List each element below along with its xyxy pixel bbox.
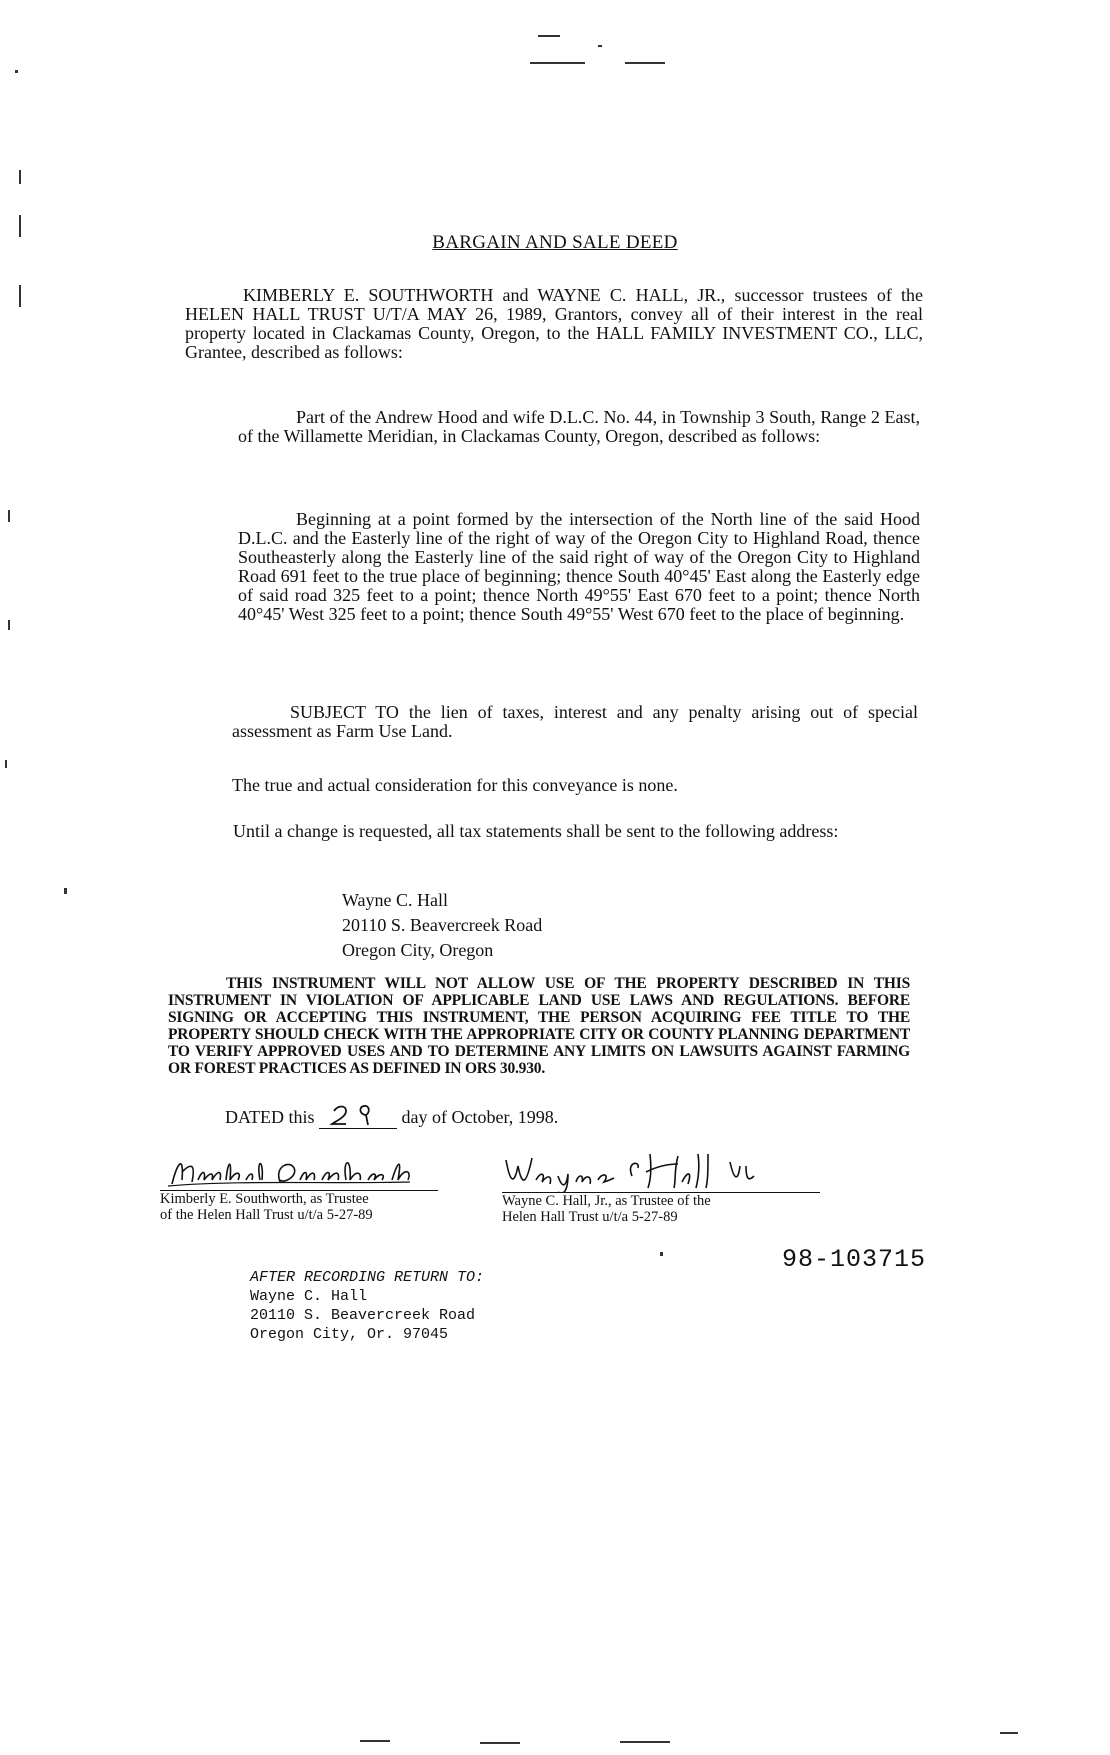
tax-statement-paragraph: Until a change is requested, all tax statements shall be sent to the following address: bbox=[233, 821, 839, 841]
consideration-paragraph: The true and actual consideration for this conveyance is none. bbox=[232, 775, 678, 795]
signature-block-hall bbox=[502, 1152, 820, 1225]
return-to-street: 20110 S. Beavercreek Road bbox=[250, 1307, 476, 1324]
signature-southworth bbox=[160, 1150, 438, 1190]
signature-block-southworth bbox=[160, 1150, 438, 1223]
dated-suffix: day of October, 1998. bbox=[401, 1107, 559, 1127]
subject-to-paragraph: SUBJECT TO the lien of taxes, interest and any penalty arising out of special assessment as Farm Use Land. bbox=[232, 702, 918, 741]
return-to-name: Wayne C. Hall bbox=[250, 1288, 368, 1305]
grantors-paragraph: KIMBERLY E. SOUTHWORTH and WAYNE C. HALL, JR., successor trustees of the HELEN HALL TRUST U/T/A MAY 26, 1989, Grantors, convey all of their interest in the real property located in Clackamas County, Oregon, to the HALL FAMILY INVESTMENT CO., LLC, Grantee, described as follows: bbox=[185, 285, 923, 362]
signature-line-southworth bbox=[160, 1150, 438, 1191]
tax-address-city: Oregon City, Oregon bbox=[342, 940, 494, 960]
tax-address-street: 20110 S. Beavercreek Road bbox=[342, 915, 543, 935]
dated-prefix: DATED this bbox=[225, 1107, 315, 1127]
signature-caption-hall-2: Helen Hall Trust u/t/a 5-27-89 bbox=[502, 1209, 678, 1225]
dated-day-handwriting bbox=[328, 1103, 388, 1127]
dated-line bbox=[225, 1103, 558, 1129]
signature-hall bbox=[502, 1152, 820, 1192]
return-to-heading: AFTER RECORDING RETURN TO: bbox=[250, 1269, 485, 1286]
tax-address-block bbox=[342, 888, 542, 963]
dated-day bbox=[319, 1103, 397, 1129]
return-to-city: Oregon City, Or. 97045 bbox=[250, 1326, 449, 1343]
signature-line-hall bbox=[502, 1152, 820, 1193]
signature-caption-southworth-1: Kimberly E. Southworth, as Trustee bbox=[160, 1191, 369, 1207]
return-to-block bbox=[250, 1268, 484, 1344]
signature-caption-southworth-2: of the Helen Hall Trust u/t/a 5-27-89 bbox=[160, 1207, 373, 1223]
signature-caption-hall-1: Wayne C. Hall, Jr., as Trustee of the bbox=[502, 1193, 711, 1209]
recording-number: 98-103715 bbox=[782, 1245, 927, 1274]
property-description-paragraph: Part of the Andrew Hood and wife D.L.C. No. 44, in Township 3 South, Range 2 East, of the Willamette Meridian, in Clackamas County, Oregon, described as follows: bbox=[238, 407, 920, 446]
metes-and-bounds-paragraph: Beginning at a point formed by the intersection of the North line of the said Hood D.L.C. and the Easterly line of the right of way of the Oregon City to Highland Road, thence Southeasterly along the Easterly line of the said right of way of the Oregon City to Highland Road 691 feet to the true place of beginning; thence South 40°45' East along the Easterly edge of said road 325 feet to a point; thence North 49°55' East 670 feet to a point; thence North 40°45' West 325 feet to a point; thence South 49°55' West 670 feet to the place of beginning. bbox=[238, 509, 920, 624]
tax-address-name: Wayne C. Hall bbox=[342, 890, 449, 910]
deed-title: BARGAIN AND SALE DEED bbox=[432, 232, 678, 253]
land-use-notice: THIS INSTRUMENT WILL NOT ALLOW USE OF THE PROPERTY DESCRIBED IN THIS INSTRUMENT IN VIOLATION OF APPLICABLE LAND USE LAWS AND REGULATIONS. BEFORE SIGNING OR ACCEPTING THIS INSTRUMENT, THE PERSON ACQUIRING FEE TITLE TO THE PROPERTY SHOULD CHECK WITH THE APPROPRIATE CITY OR COUNTY PLANNING DEPARTMENT TO VERIFY APPROVED USES AND TO DETERMINE ANY LIMITS ON LAWSUITS AGAINST FARMING OR FOREST PRACTICES AS DEFINED IN ORS 30.930. bbox=[168, 975, 910, 1077]
